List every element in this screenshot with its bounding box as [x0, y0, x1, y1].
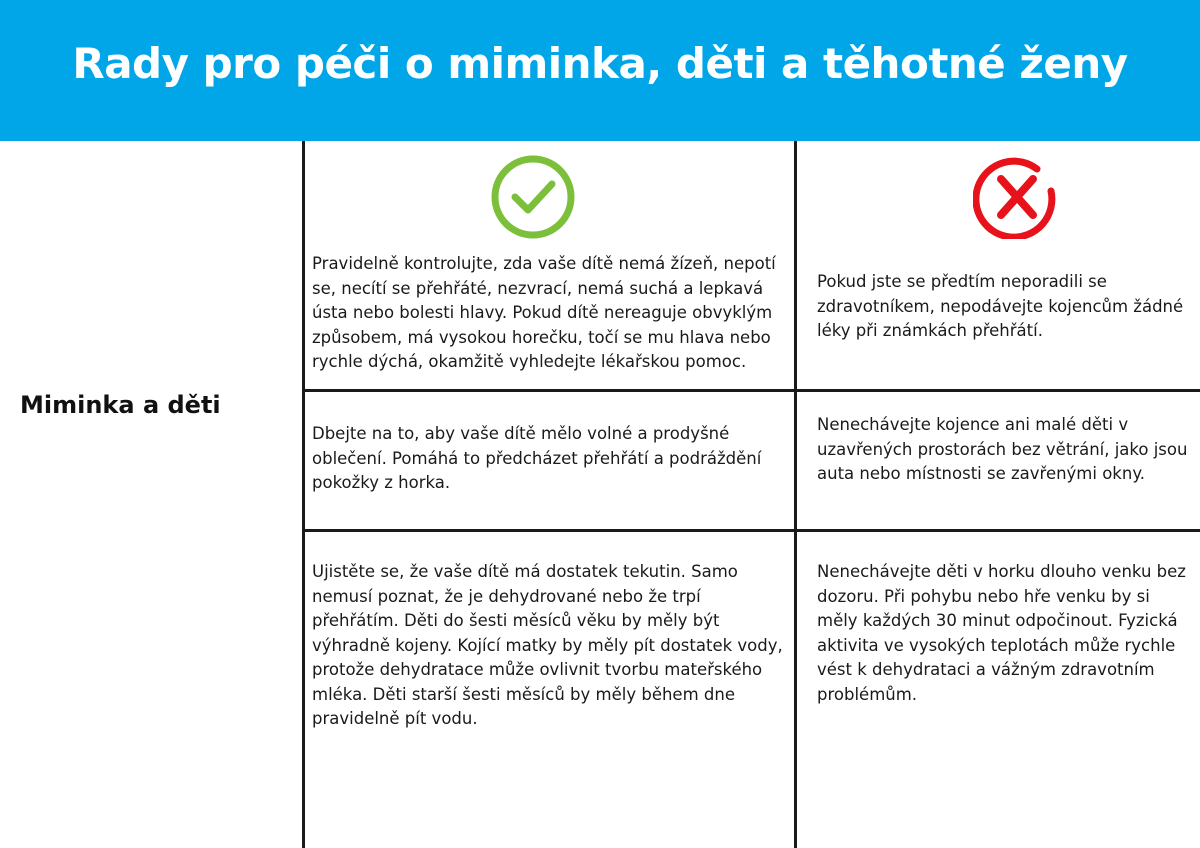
do-tip-2: Dbejte na to, aby vaše dítě mělo volné a prodyšné oblečení. Pomáhá to předcházet přehřátí a podráždění pokožky z horka. — [312, 424, 762, 492]
dont-tip-2: Nenechávejte kojence ani malé děti v uzavřených prostorách bez větrání, jako jsou auta nebo místnosti se zavřenými okny. — [817, 415, 1188, 483]
dont-tip-3: Nenechávejte děti v horku dlouho venku bez dozoru. Při pohybu nebo hře venku by si měly každých 30 minut odpočinout. Fyzická aktivita ve vysokých teplotách může rychle vést k dehydrataci a vážným zdravotním problémům. — [817, 562, 1186, 704]
cross-circle-icon — [973, 155, 1057, 239]
do-tip-1: Pravidelně kontrolujte, zda vaše dítě nemá žízeň, nepotí se, necítí se přehřáté, nezvrací, nemá suchá a lepkavá ústa nebo bolesti hlavy. Pokud dítě nereaguje obvyklým způsobem, má vysokou horečku, točí se mu hlava nebo rychle dýchá, okamžitě vyhledejte lékařskou pomoc. — [312, 254, 776, 371]
column-divider-right — [794, 141, 797, 848]
section-label: Miminka a děti — [20, 391, 221, 419]
header-banner — [0, 0, 1200, 141]
column-divider-left — [302, 141, 305, 848]
page-title: Rady pro péči o miminka, děti a těhotné ženy — [72, 39, 1128, 88]
row-divider-2 — [303, 529, 1200, 532]
row-divider-1 — [303, 389, 1200, 392]
do-tip-3: Ujistěte se, že vaše dítě má dostatek tekutin. Samo nemusí poznat, že je dehydrované nebo že trpí přehřátím. Děti do šesti měsíců věku by měly být výhradně kojeny. Kojící matky by měly pít dostatek vody, protože dehydratace může ovlivnit tvorbu mateřského mléka. Děti starší šesti měsíců by měly během dne pravidelně pít vodu. — [312, 562, 783, 728]
dont-tip-1: Pokud jste se předtím neporadili se zdravotníkem, nepodávejte kojencům žádné léky při známkách přehřátí. — [817, 272, 1184, 340]
check-circle-icon — [491, 155, 575, 239]
